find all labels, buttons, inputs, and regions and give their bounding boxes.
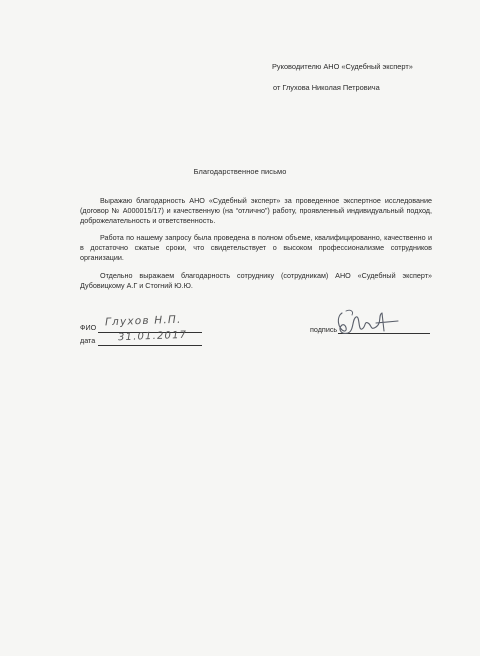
body-paragraph: Отдельно выражаем благодарность сотруднику (сотрудникам) АНО «Судебный эксперт» Дубовицкому А.Г и Стогний Ю.Ю. <box>80 270 432 290</box>
date-handwritten-value: 31.01.2017 <box>117 329 188 344</box>
signature-block <box>80 313 440 357</box>
addressee-block <box>272 62 472 93</box>
fio-handwritten-value: Глухов Н.П. <box>104 313 182 329</box>
document-title: Благодарственное письмо <box>193 167 287 176</box>
fio-label: ФИО <box>80 323 97 332</box>
sender-line: от Глухова Николая Петровича <box>273 83 380 92</box>
date-label: дата <box>80 336 96 345</box>
letter-body <box>80 196 432 298</box>
body-paragraph: Выражаю благодарность АНО «Судебный эксперт» за проведенное экспертное исследование (договор № А000015/17) и качественную (на “отлично”) работу, проявленный индивидуальный подход, доброжелательность и ответственность. <box>80 196 432 226</box>
recipient-line: Руководителю АНО «Судебный эксперт» <box>272 62 413 71</box>
date-underline <box>98 345 202 346</box>
handwritten-signature <box>332 305 402 341</box>
signature-label: подпись <box>310 325 338 334</box>
body-paragraph: Работа по нашему запросу была проведена в полном объеме, квалифицированно, качественно и в достаточно сжатые сроки, что свидетельствует о высоком профессионализме сотрудников организации. <box>80 233 432 263</box>
